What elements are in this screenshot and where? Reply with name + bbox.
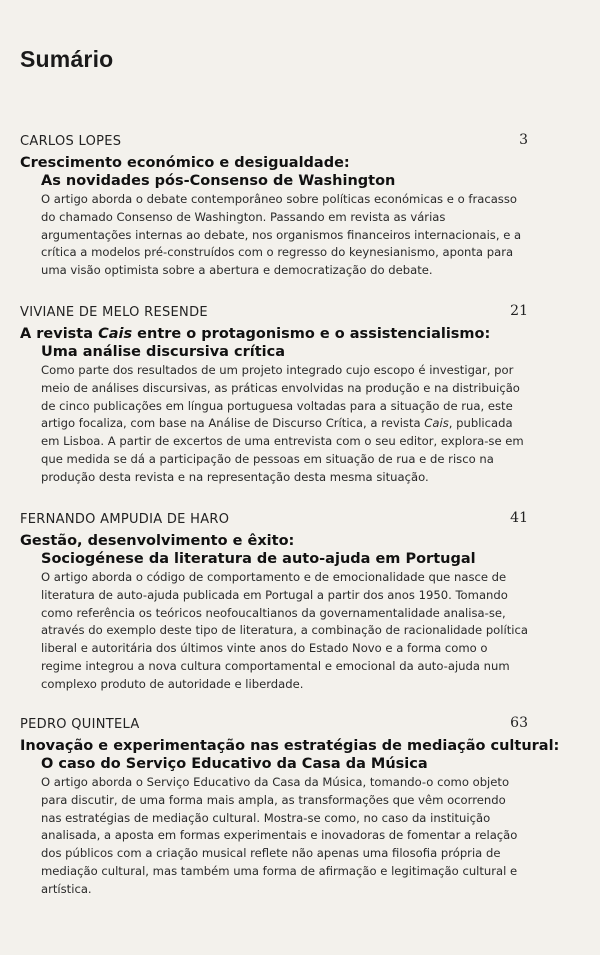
entry-title-italic: Cais (98, 326, 133, 342)
entry-page-number: 41 (510, 510, 528, 526)
entry-subtitle: As novidades pós-Consenso de Washington (41, 173, 396, 189)
entry-abstract (20, 362, 528, 487)
entry-author: VIVIANE DE MELO RESENDE (20, 305, 208, 320)
entry-title-text: A revista (20, 326, 99, 342)
toc-entry-2[interactable] (20, 305, 528, 487)
entry-title-text: entre o protagonismo e o assistencialismo: (132, 326, 491, 342)
toc-entry-1[interactable] (20, 134, 528, 280)
entry-abstract: O artigo aborda o Serviço Educativo da Casa da Música, tomando-o como objeto para discutir, de uma forma mais ampla, as transformações que vêm ocorrendo nas estratégias de mediação cultural. Mostra-se como, no caso da instituição analisada, a aposta em formas experimentais e inovadoras de fomentar a relação dos públicos com a criação musical reflete não apenas uma filosofia própria de mediação cultural, mas também uma forma de afirmação e legitimação cultural e artística. (41, 775, 518, 896)
toc-entry-4[interactable] (20, 715, 560, 899)
entry-abstract-italic: Cais (424, 416, 449, 431)
entry-subtitle: O caso do Serviço Educativo da Casa da Música (41, 756, 428, 772)
entry-title: Inovação e experimentação nas estratégias de mediação cultural: (20, 738, 560, 754)
entry-abstract-text: Como parte dos resultados de um projeto integrado cujo escopo é investigar, por meio de análises discursivas, as práticas envolvidas na produção e na distribuição de cinco publicações em língua portuguesa voltadas para a situação de rua, este artigo focaliza, com base na Análise de Discurso Crítica, a revista (41, 363, 520, 431)
entry-title (20, 325, 528, 343)
toc-entry-3[interactable] (20, 512, 528, 694)
entry-author: FERNANDO AMPUDIA DE HARO (20, 512, 230, 527)
entry-page-number: 3 (519, 132, 528, 148)
entry-title: Crescimento económico e desigualdade: (20, 155, 350, 171)
entry-abstract: O artigo aborda o código de comportamento e de emocionalidade que nasce de literatura de auto-ajuda publicada em Portugal a partir dos anos 1950. Tomando como referência os teóricos neofoucaltianos da governamentalidade analisa-se, através do exemplo deste tipo de literatura, a combinação de racionalidade política liberal e autoritária dos últimos vinte anos do Estado Novo e a forma como o regime integrou a nova cultura comportamental e emocional da auto-ajuda num complexo produto de autoridade e liberdade. (41, 570, 528, 691)
entry-title: Gestão, desenvolvimento e êxito: (20, 533, 295, 549)
entry-abstract-text: , publicada em Lisboa. A partir de excertos de uma entrevista com o seu editor, explora-se em que medida se dá a participação de pessoas em situação de rua e de risco na produção desta revista e na representação desta mesma situação. (41, 416, 524, 484)
entry-page-number: 63 (510, 715, 528, 731)
entry-subtitle: Sociogénese da literatura de auto-ajuda em Portugal (41, 551, 476, 567)
entry-author: PEDRO QUINTELA (20, 717, 140, 732)
entry-author: CARLOS LOPES (20, 134, 122, 149)
entry-page-number: 21 (510, 303, 528, 319)
page-title: Sumário (20, 46, 114, 72)
entry-subtitle: Uma análise discursiva crítica (41, 344, 285, 360)
entry-abstract: O artigo aborda o debate contemporâneo sobre políticas económicas e o fracasso do chamado Consenso de Washington. Passando em revista as várias argumentações internas ao debate, nos organismos financeiros internacionais, e a crítica a modelos pré-construídos com o regresso do keynesianismo, aponta para uma visão optimista sobre a abertura e democratização do debate. (41, 192, 522, 278)
